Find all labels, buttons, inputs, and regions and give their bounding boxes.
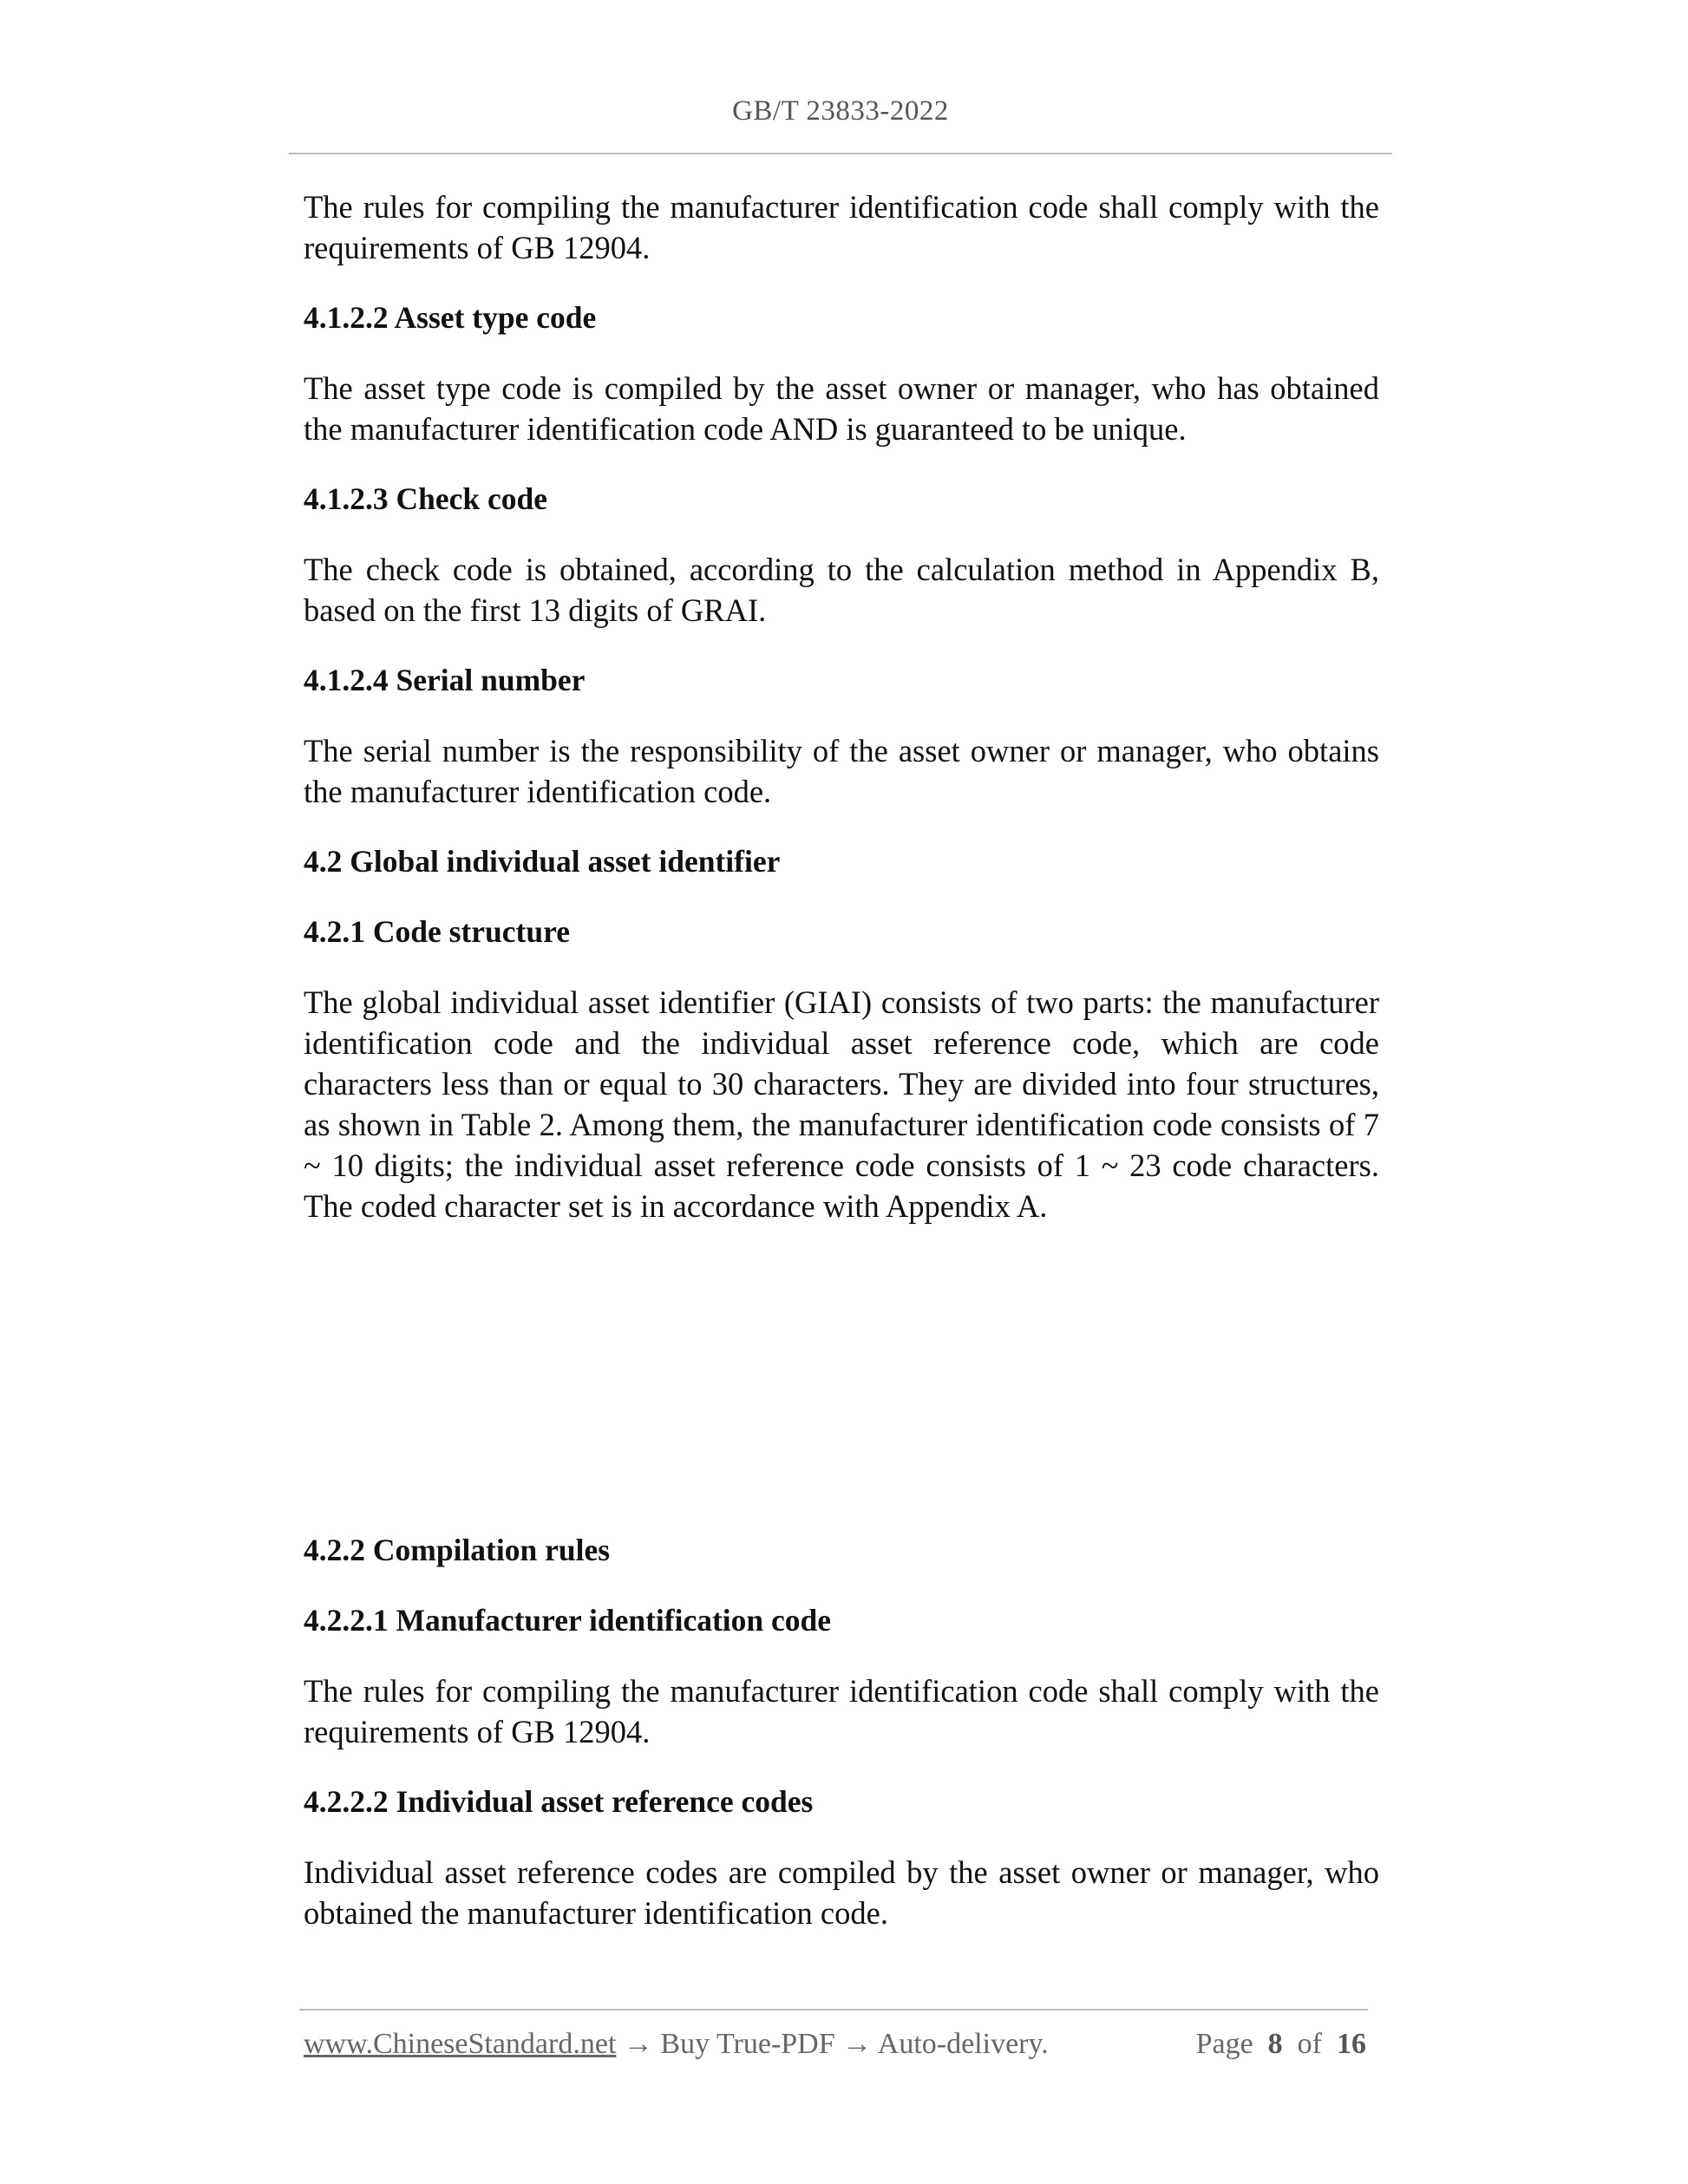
paragraph-serial-number: The serial number is the responsibility of the asset owner or manager, who obtains the manufacturer identification code. [304,733,1379,809]
paragraph-individual-asset-reference: Individual asset reference codes are compiled by the asset owner or manager, who obtained the manufacturer identification code. [304,1854,1379,1931]
heading-4-1-2-3: 4.1.2.3 Check code [304,481,548,516]
heading-4-2-2-1: 4.2.2.1 Manufacturer identification code [304,1603,832,1638]
page-number [1196,2028,1366,2061]
paragraph-check-code: The check code is obtained, according to the calculation method in Appendix B, based on the first 13 digits of GRAI. [304,552,1379,628]
heading-4-2-1: 4.2.1 Code structure [304,914,570,949]
heading-4-2: 4.2 Global individual asset identifier [304,844,781,879]
paragraph-manufacturer-code-rules-2: The rules for compiling the manufacturer identification code shall comply with the requirements of GB 12904. [304,1673,1379,1749]
page-total: 16 [1337,2028,1366,2060]
header-divider [289,153,1392,154]
footer-promo-text: → Buy True-PDF → Auto-delivery. [616,2028,1049,2060]
paragraph-asset-type-code: The asset type code is compiled by the asset owner or manager, who has obtained the manufacturer identification code AND is guaranteed to be unique. [304,370,1379,447]
page-header: GB/T 23833-2022 [732,95,949,127]
heading-4-1-2-2: 4.1.2.2 Asset type code [304,300,597,335]
paragraph-code-structure: The global individual asset identifier (GIAI) consists of two parts: the manufacturer identification code and the individual asset reference code, which are code characters less than or equal to 30 characters. They are divided into four structures, as shown in Table 2. Among them, the manufacturer identification code consists of 7 ~ 10 digits; the individual asset reference code consists of 1 ~ 23 code characters. The coded character set is in accordance with Appendix A. [304,984,1379,1224]
heading-4-2-2-2: 4.2.2.2 Individual asset reference codes [304,1784,814,1819]
footer-promo [304,2028,1049,2061]
of-label: of [1297,2028,1322,2060]
page-label: Page [1195,2028,1253,2060]
page-current: 8 [1267,2028,1283,2060]
heading-4-1-2-4: 4.1.2.4 Serial number [304,663,586,697]
heading-4-2-2: 4.2.2 Compilation rules [304,1533,611,1567]
chinese-standard-link[interactable]: www.ChineseStandard.net [304,2028,617,2060]
footer-divider [299,2009,1368,2011]
paragraph-manufacturer-code-rules: The rules for compiling the manufacturer identification code shall comply with the requirements of GB 12904. [304,189,1379,265]
document-body [304,186,1379,1933]
